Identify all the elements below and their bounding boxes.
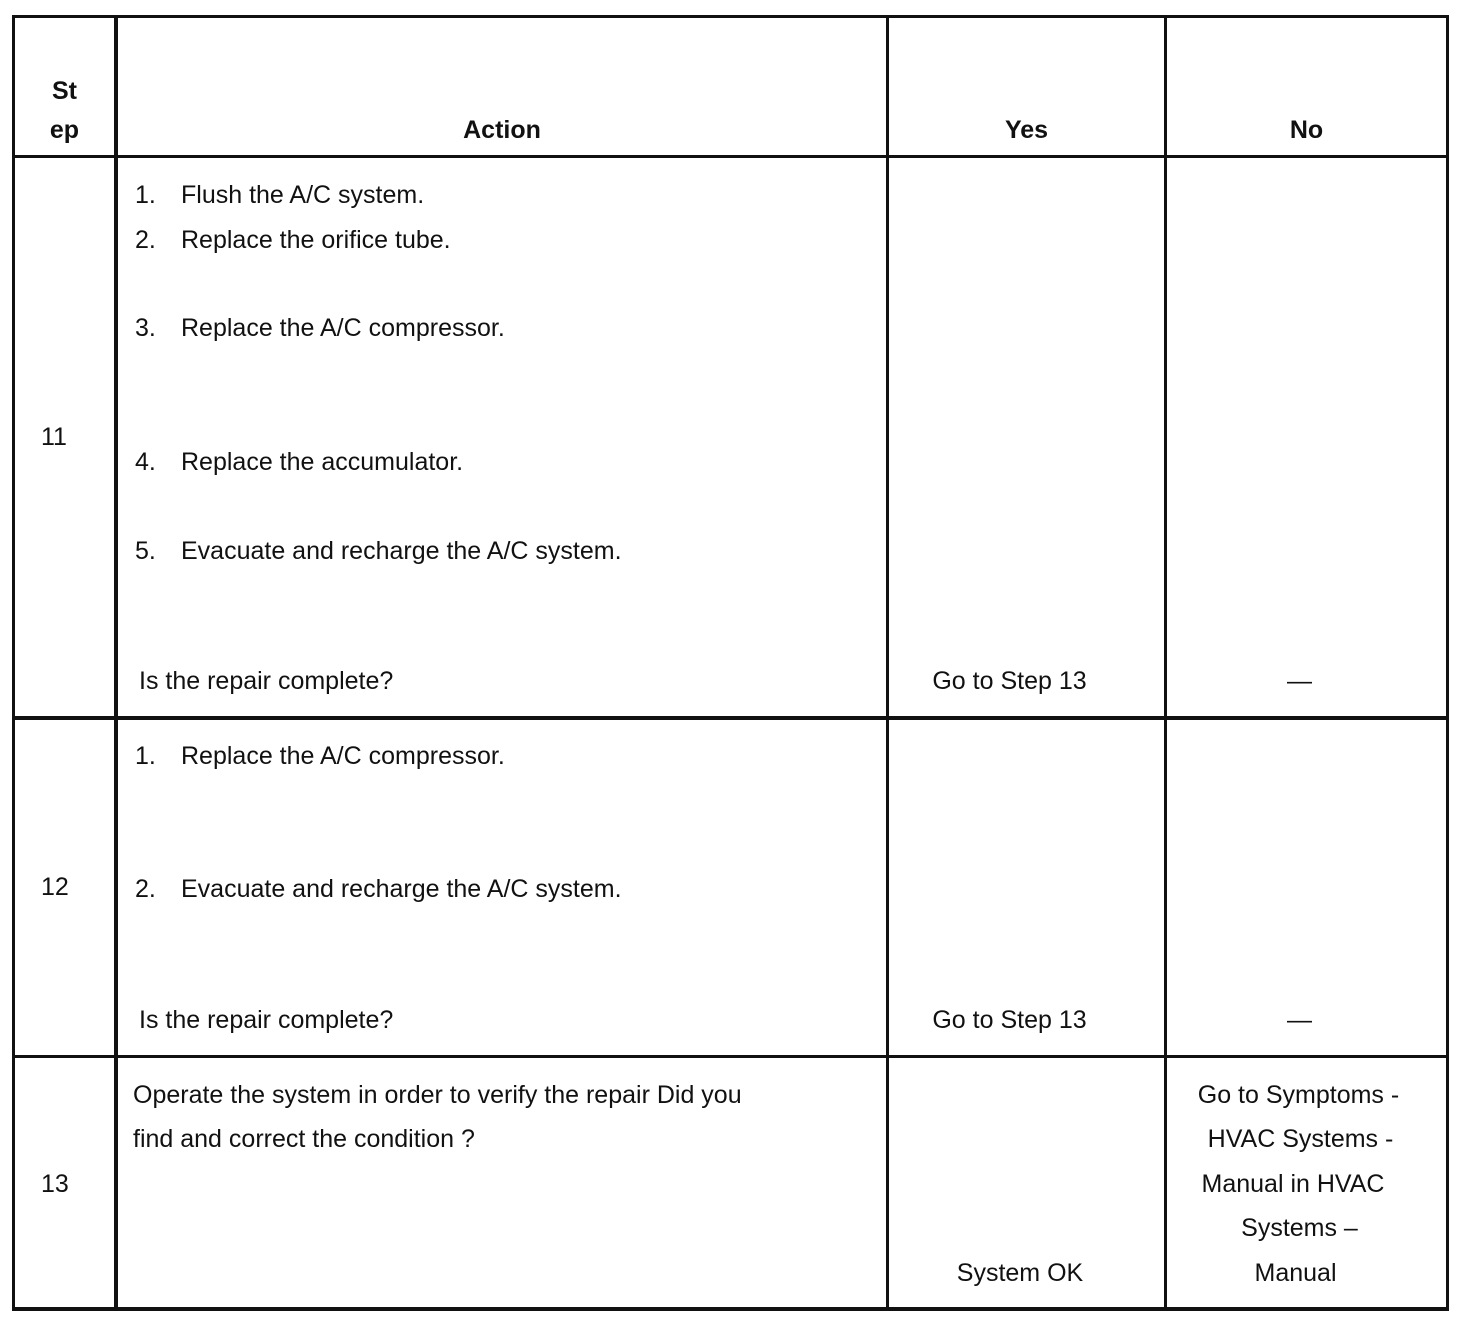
yes-result: Go to Step 13: [932, 667, 1087, 695]
no-result-line: Manual: [1254, 1259, 1337, 1287]
action-item-number: 1.: [135, 742, 156, 770]
table-divider-row11-bottom: [12, 716, 1449, 720]
action-question: Is the repair complete?: [139, 1006, 394, 1034]
step-number-12: 12: [41, 873, 69, 901]
no-result: —: [1287, 667, 1312, 695]
yes-result: System OK: [956, 1259, 1084, 1287]
step-number-13: 13: [41, 1170, 69, 1198]
action-item-text: Evacuate and recharge the A/C system.: [181, 537, 622, 565]
table-border-right: [1446, 15, 1449, 1311]
action-text-line: Operate the system in order to verify the repair Did you: [133, 1081, 742, 1109]
header-step-line2: ep: [49, 116, 80, 144]
table-border-left: [12, 15, 15, 1311]
table-col-divider-action: [886, 15, 889, 1311]
header-step-line1: St: [52, 77, 77, 105]
action-item-text: Replace the accumulator.: [181, 448, 464, 476]
table-col-divider-step: [114, 15, 118, 1311]
action-question: Is the repair complete?: [139, 667, 394, 695]
action-text-line: find and correct the condition ?: [133, 1125, 475, 1153]
action-item-text: Replace the A/C compressor.: [181, 314, 505, 342]
no-result-line: Go to Symptoms -: [1197, 1081, 1400, 1109]
header-no: No: [1289, 116, 1324, 144]
header-action: Action: [463, 116, 541, 144]
table-divider-row12-bottom: [12, 1055, 1449, 1058]
header-yes: Yes: [1004, 116, 1049, 144]
action-item-number: 2.: [135, 875, 156, 903]
table-col-divider-yes: [1164, 15, 1167, 1311]
no-result-line: Systems –: [1241, 1214, 1358, 1242]
action-item-text: Flush the A/C system.: [181, 181, 425, 209]
no-result-line: Manual in HVAC: [1201, 1170, 1385, 1198]
action-item-number: 5.: [135, 537, 156, 565]
action-item-number: 1.: [135, 181, 156, 209]
action-item-number: 4.: [135, 448, 156, 476]
action-item-text: Replace the A/C compressor.: [181, 742, 505, 770]
step-number-11: 11: [41, 423, 67, 451]
no-result: —: [1287, 1006, 1312, 1034]
action-item-text: Evacuate and recharge the A/C system.: [181, 875, 622, 903]
table-border-header-bottom: [12, 155, 1449, 158]
action-item-number: 3.: [135, 314, 156, 342]
table-border-bottom: [12, 1307, 1449, 1311]
no-result-line: HVAC Systems -: [1207, 1125, 1394, 1153]
table-border-top: [12, 15, 1449, 18]
action-item-text: Replace the orifice tube.: [181, 226, 451, 254]
yes-result: Go to Step 13: [932, 1006, 1087, 1034]
action-item-number: 2.: [135, 226, 156, 254]
